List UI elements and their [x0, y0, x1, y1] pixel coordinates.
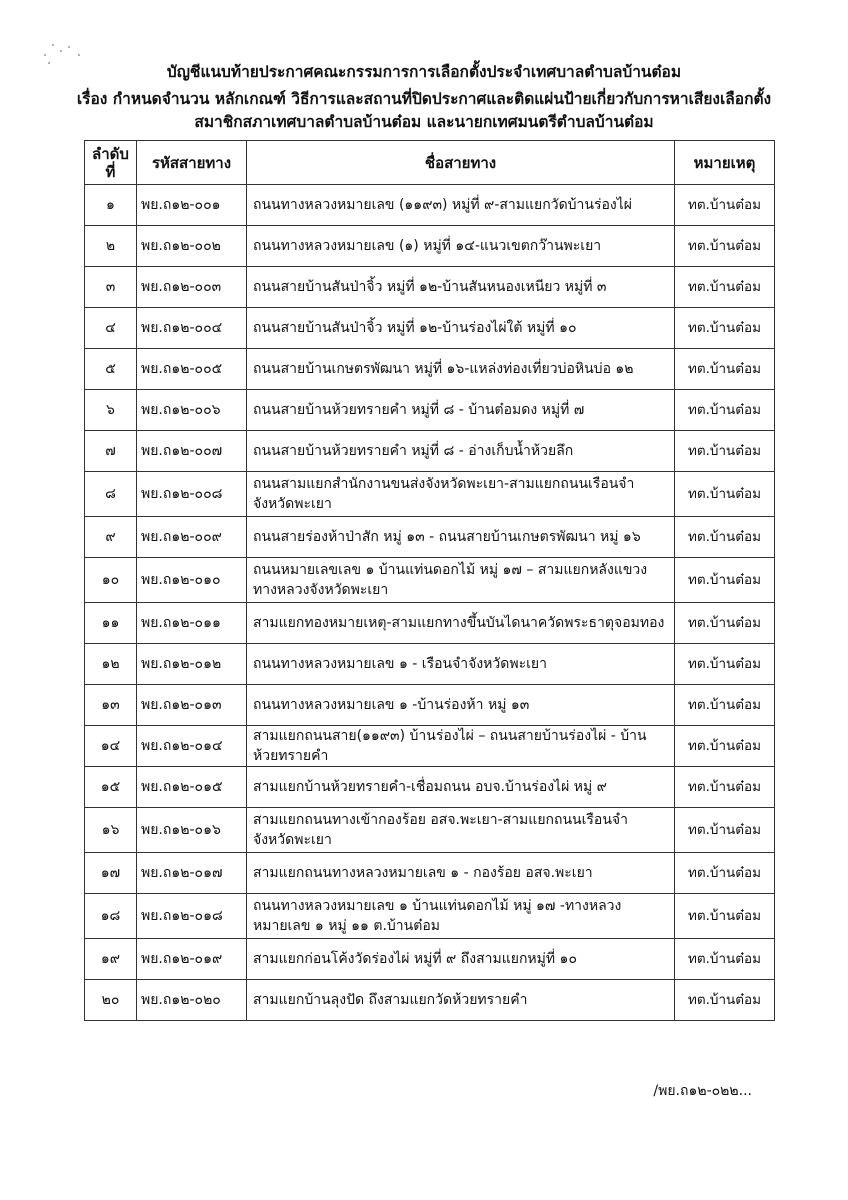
route-code: พย.ถ๑๒-๐๐๔ — [137, 308, 247, 349]
route-name: สามแยกบ้านลุงปัด ถึงสามแยกวัดห้วยทรายคำ — [247, 980, 675, 1021]
table-row — [85, 185, 775, 226]
route-code: พย.ถ๑๒-๐๐๒ — [137, 226, 247, 267]
route-code: พย.ถ๑๒-๐๑๕ — [137, 767, 247, 808]
column-header-code: รหัสสายทาง — [137, 141, 247, 185]
document-title-line-3: สมาชิกสภาเทศบาลตำบลบ้านต๋อม และนายกเทศมนตรีตำบลบ้านต๋อม — [194, 113, 654, 131]
row-number: ๔ — [85, 308, 137, 349]
route-name: ถนนสายบ้านห้วยทรายคำ หมู่ที่ ๘ - อ่างเก็บน้ำห้วยลึก — [247, 431, 675, 472]
table-row — [85, 980, 775, 1021]
row-number: ๙ — [85, 517, 137, 558]
route-code: พย.ถ๑๒-๐๒๐ — [137, 980, 247, 1021]
table-row — [85, 390, 775, 431]
table-row — [85, 308, 775, 349]
route-note: ทต.บ้านต๋อม — [675, 726, 775, 767]
route-note: ทต.บ้านต๋อม — [675, 939, 775, 980]
row-number: ๑๗ — [85, 853, 137, 894]
row-number: ๑๘ — [85, 894, 137, 939]
route-name: ถนนสามแยกสำนักงานขนส่งจังหวัดพะเยา-สามแยกถนนเรือนจำจังหวัดพะเยา — [247, 472, 675, 517]
route-name: ถนนทางหลวงหมายเลข ๑ บ้านแท่นดอกไม้ หมู่ ๑๗ -ทางหลวงหมายเลข ๑ หมู่ ๑๑ ต.บ้านต๋อม — [247, 894, 675, 939]
row-number: ๗ — [85, 431, 137, 472]
table-row — [85, 808, 775, 853]
route-name: ถนนสายบ้านเกษตรพัฒนา หมู่ที่ ๑๖-แหล่งท่องเที่ยวบ่อหินบ่อ ๑๒ — [247, 349, 675, 390]
table-row — [85, 431, 775, 472]
row-number: ๘ — [85, 472, 137, 517]
route-name: ถนนทางหลวงหมายเลข (๑) หมู่ที่ ๑๔-แนวเขตกว๊านพะเยา — [247, 226, 675, 267]
row-number: ๕ — [85, 349, 137, 390]
route-code: พย.ถ๑๒-๐๑๓ — [137, 685, 247, 726]
route-note: ทต.บ้านต๋อม — [675, 185, 775, 226]
route-name: ถนนหมายเลขเลข ๑ บ้านแท่นดอกไม้ หมู่ ๑๗ – สามแยกหลังแขวงทางหลวงจังหวัดพะเยา — [247, 558, 675, 603]
document-title-line-2: เรื่อง กำหนดจำนวน หลักเกณฑ์ วิธีการและสถานที่ปิดประกาศและติดแผ่นป้ายเกี่ยวกับการหาเสียงเลือกตั้ง — [76, 90, 772, 108]
route-name: ถนนสายร่องห้าป่าสัก หมู่ ๑๓ - ถนนสายบ้านเกษตรพัฒนา หมู่ ๑๖ — [247, 517, 675, 558]
route-name: สามแยกบ้านห้วยทรายคำ-เชื่อมถนน อบจ.บ้านร่องไผ่ หมู่ ๙ — [247, 767, 675, 808]
route-code: พย.ถ๑๒-๐๐๘ — [137, 472, 247, 517]
route-note: ทต.บ้านต๋อม — [675, 308, 775, 349]
row-number: ๑ — [85, 185, 137, 226]
row-number: ๑๔ — [85, 726, 137, 767]
column-header-no: ลำดับ ที่ — [85, 141, 137, 185]
route-name: ถนนทางหลวงหมายเลข ๑ - เรือนจำจังหวัดพะเยา — [247, 644, 675, 685]
route-note: ทต.บ้านต๋อม — [675, 767, 775, 808]
table-row — [85, 726, 775, 767]
route-list-table — [84, 140, 775, 1021]
route-code: พย.ถ๑๒-๐๑๘ — [137, 894, 247, 939]
route-note: ทต.บ้านต๋อม — [675, 808, 775, 853]
table-row — [85, 939, 775, 980]
route-code: พย.ถ๑๒-๐๑๗ — [137, 853, 247, 894]
table-row — [85, 226, 775, 267]
route-note: ทต.บ้านต๋อม — [675, 226, 775, 267]
route-name: ถนนสายบ้านสันป่าจิ้ว หมู่ที่ ๑๒-บ้านสันหนองเหนียว หมู่ที่ ๓ — [247, 267, 675, 308]
route-note: ทต.บ้านต๋อม — [675, 894, 775, 939]
route-note: ทต.บ้านต๋อม — [675, 349, 775, 390]
route-code: พย.ถ๑๒-๐๐๑ — [137, 185, 247, 226]
route-name: ถนนสายบ้านห้วยทรายคำ หมู่ที่ ๘ - บ้านต๋อมดง หมู่ที่ ๗ — [247, 390, 675, 431]
route-code: พย.ถ๑๒-๐๑๑ — [137, 603, 247, 644]
column-header-note: หมายเหตุ — [675, 141, 775, 185]
route-name: สามแยกถนนทางเข้ากองร้อย อสจ.พะเยา-สามแยกถนนเรือนจำจังหวัดพะเยา — [247, 808, 675, 853]
route-code: พย.ถ๑๒-๐๑๔ — [137, 726, 247, 767]
route-note: ทต.บ้านต๋อม — [675, 603, 775, 644]
route-note: ทต.บ้านต๋อม — [675, 517, 775, 558]
route-note: ทต.บ้านต๋อม — [675, 644, 775, 685]
table-row — [85, 685, 775, 726]
route-code: พย.ถ๑๒-๐๑๐ — [137, 558, 247, 603]
route-name: สามแยกถนนสาย(๑๑๙๓) บ้านร่องไผ่ – ถนนสายบ้านร่องไผ่ - บ้านห้วยทรายคำ — [247, 726, 675, 767]
route-code: พย.ถ๑๒-๐๑๖ — [137, 808, 247, 853]
table-row — [85, 894, 775, 939]
table-row — [85, 472, 775, 517]
row-number: ๑๒ — [85, 644, 137, 685]
row-number: ๒ — [85, 226, 137, 267]
route-code: พย.ถ๑๒-๐๑๒ — [137, 644, 247, 685]
document-title-line-1: บัญชีแนบท้ายประกาศคณะกรรมการการเลือกตั้งประจำเทศบาลตำบลบ้านต๋อม — [166, 63, 682, 81]
table-row — [85, 267, 775, 308]
column-header-name: ชื่อสายทาง — [247, 141, 675, 185]
table-row — [85, 558, 775, 603]
route-note: ทต.บ้านต๋อม — [675, 558, 775, 603]
table-row — [85, 644, 775, 685]
route-note: ทต.บ้านต๋อม — [675, 685, 775, 726]
row-number: ๓ — [85, 267, 137, 308]
row-number: ๑๓ — [85, 685, 137, 726]
route-name: สามแยกก่อนโค้งวัดร่องไผ่ หมู่ที่ ๙ ถึงสามแยกหมู่ที่ ๑๐ — [247, 939, 675, 980]
route-code: พย.ถ๑๒-๐๐๙ — [137, 517, 247, 558]
route-name: ถนนทางหลวงหมายเลข (๑๑๙๓) หมู่ที่ ๙-สามแยกวัดบ้านร่องไผ่ — [247, 185, 675, 226]
row-number: ๖ — [85, 390, 137, 431]
row-number: ๑๑ — [85, 603, 137, 644]
table-row — [85, 767, 775, 808]
route-name: ถนนทางหลวงหมายเลข ๑ -บ้านร่องห้า หมู่ ๑๓ — [247, 685, 675, 726]
table-row — [85, 517, 775, 558]
table-row — [85, 603, 775, 644]
row-number: ๒๐ — [85, 980, 137, 1021]
table-header-row — [85, 141, 775, 185]
route-name: ถนนสายบ้านสันป่าจิ้ว หมู่ที่ ๑๒-บ้านร่องไผ่ใต้ หมู่ที่ ๑๐ — [247, 308, 675, 349]
table-row — [85, 349, 775, 390]
route-code: พย.ถ๑๒-๐๐๖ — [137, 390, 247, 431]
row-number: ๑๕ — [85, 767, 137, 808]
page-continuation-marker: /พย.ถ๑๒-๐๒๒... — [653, 1083, 752, 1099]
route-name: สามแยกทองหมายเหตุ-สามแยกทางขึ้นบันไดนาควัดพระธาตุจอมทอง — [247, 603, 675, 644]
route-code: พย.ถ๑๒-๐๑๙ — [137, 939, 247, 980]
route-note: ทต.บ้านต๋อม — [675, 431, 775, 472]
table-row — [85, 853, 775, 894]
route-note: ทต.บ้านต๋อม — [675, 267, 775, 308]
route-code: พย.ถ๑๒-๐๐๓ — [137, 267, 247, 308]
route-note: ทต.บ้านต๋อม — [675, 980, 775, 1021]
route-note: ทต.บ้านต๋อม — [675, 472, 775, 517]
route-note: ทต.บ้านต๋อม — [675, 853, 775, 894]
row-number: ๑๖ — [85, 808, 137, 853]
row-number: ๑๙ — [85, 939, 137, 980]
row-number: ๑๐ — [85, 558, 137, 603]
route-name: สามแยกถนนทางหลวงหมายเลข ๑ - กองร้อย อสจ.พะเยา — [247, 853, 675, 894]
route-code: พย.ถ๑๒-๐๐๕ — [137, 349, 247, 390]
route-note: ทต.บ้านต๋อม — [675, 390, 775, 431]
route-code: พย.ถ๑๒-๐๐๗ — [137, 431, 247, 472]
